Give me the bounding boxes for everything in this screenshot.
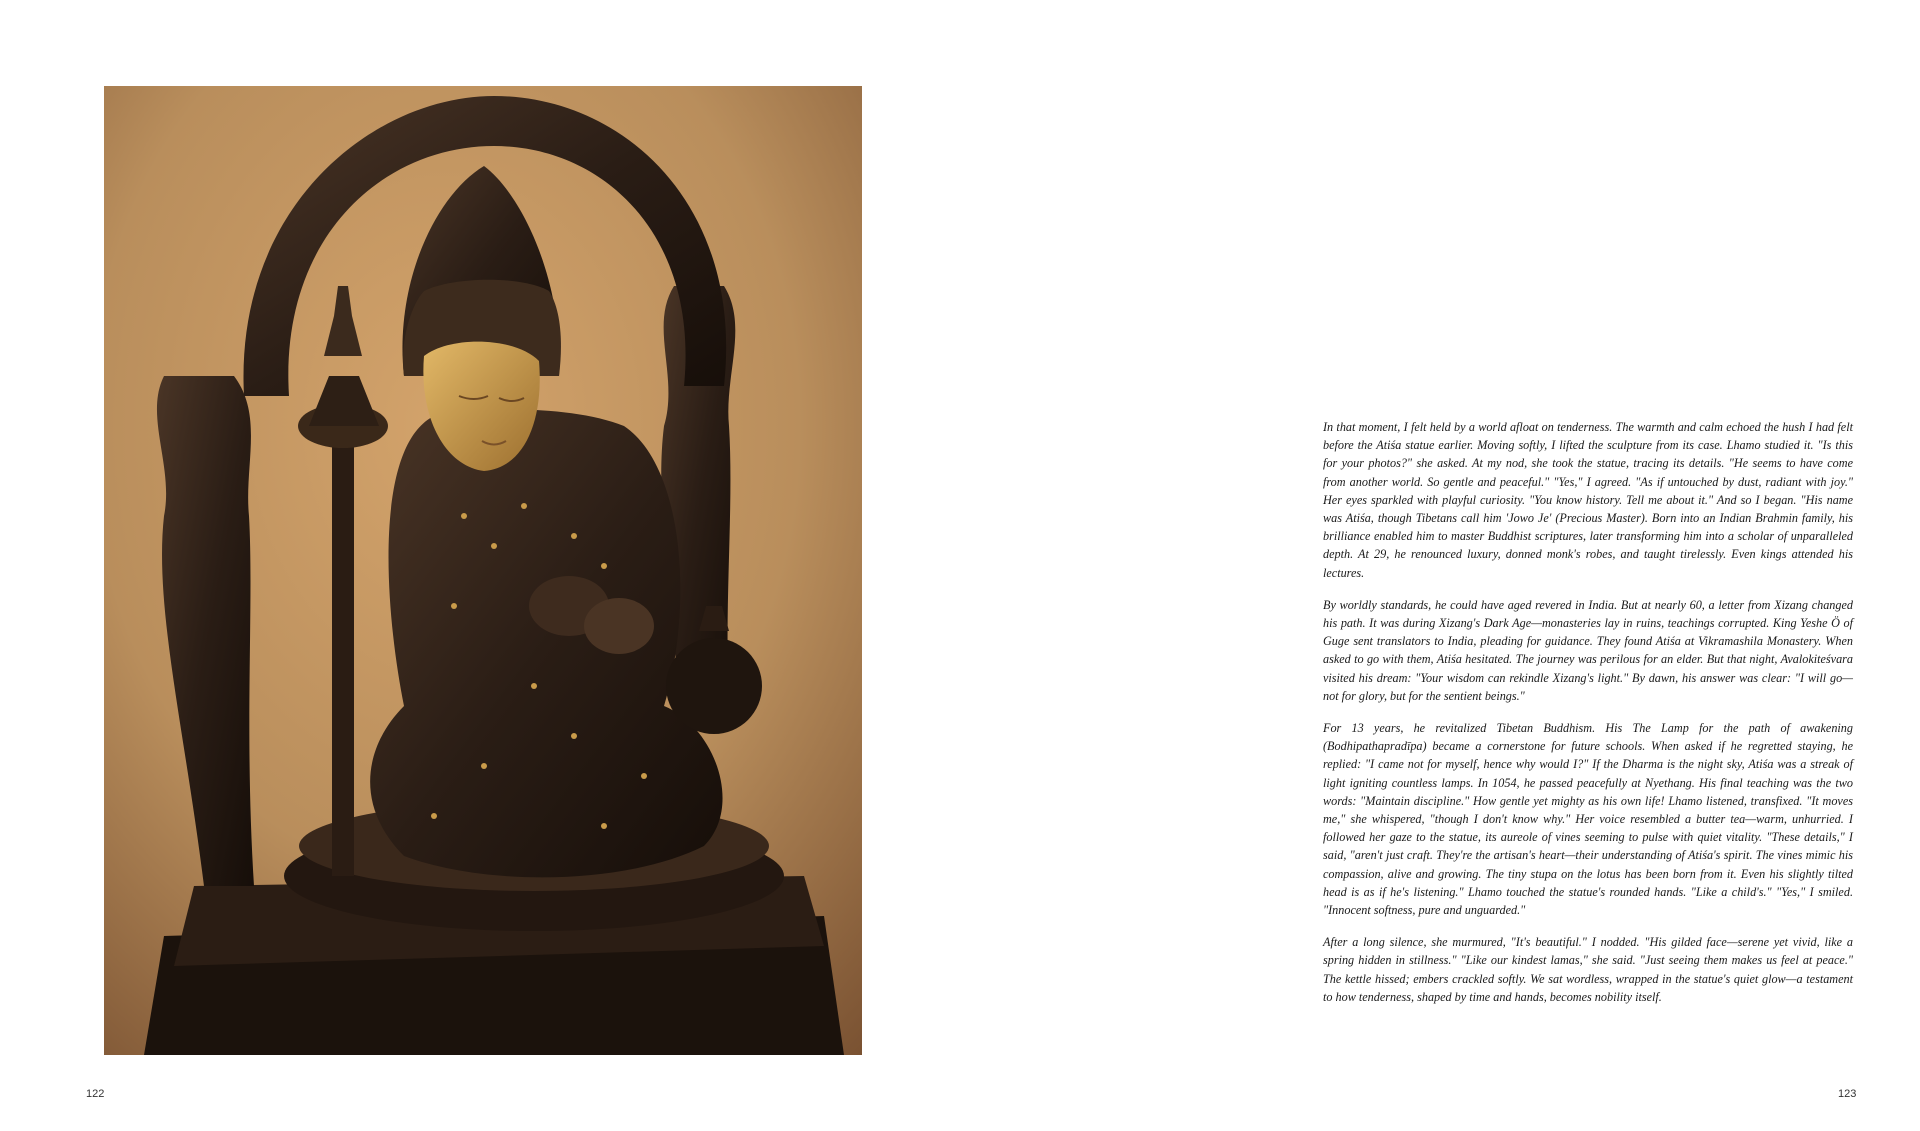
paragraph: In that moment, I felt held by a world afloat on tenderness. The warmth and calm echoed the hush I had felt before the Atiśa statue earlier. Moving softly, I lifted the sculpture from its case. Lhamo studied it. "Is this for your photos?" she asked. At my nod, she took the statue, tracing its details. "He seems to have come from another world. So gentle and peaceful." "Yes," I agreed. "As if untouched by dust, radiant with joy." Her eyes sparkled with playful curiosity. "You know history. Tell me about it." And so I began. "His name was Atiśa, though Tibetans call him 'Jowo Je' (Precious Master). Born into an Indian Brahmin family, his brilliance enabled him to master Buddhist scriptures, later transforming him into a scholar of unparalleled depth. At 29, he renounced luxury, donned monk's robes, and taught tirelessly. Even kings attended his lectures. — [1323, 420, 1853, 580]
page-number-right: 123 — [1838, 1088, 1857, 1100]
paragraph: After a long silence, she murmured, "It's beautiful." I nodded. "His gilded face—serene yet vivid, like a spring hidden in stillness." "Like our kindest lamas," she said. "Just seeing them makes us feel at peace." The kettle hissed; embers crackled softly. We sat wordless, wrapped in the statue's quiet glow—a testament to how tenderness, shaped by time and hands, becomes nobility itself. — [1323, 935, 1853, 1004]
paragraph: For 13 years, he revitalized Tibetan Buddhism. His The Lamp for the path of awakening (Bodhipathapradīpa) became a cornerstone for future schools. When asked if he regretted staying, he replied: "I came not for myself, hence why would I?" If the Dharma is the night sky, Atiśa was a streak of light igniting countless lamps. In 1054, he passed peacefully at Nyethang. His final teaching was the two words: "Maintain discipline." How gentle yet mighty as his own life! Lhamo listened, transfixed. "It moves me," she whispered, "though I don't know why." Her voice resembled a butter tea—warm, unhurried. I followed her gaze to the statue, its aureole of vines seeming to pulse with quiet vitality. "These details," I said, "aren't just craft. They're the artisan's heart—their understanding of Atiśa's spirit. The vines mimic his compassion, alive and growing. The tiny stupa on the lotus has been born from it. Even his slightly tilted head is as if he's listening." Lhamo touched the statue's rounded hands. "Like a child's." "Yes," I smiled. "Innocent softness, pure and unguarded." — [1323, 721, 1853, 918]
body-text — [1323, 418, 1853, 1020]
page-number-left: 122 — [86, 1088, 105, 1100]
paragraph: By worldly standards, he could have aged revered in India. But at nearly 60, a letter from Xizang changed his path. It was during Xizang's Dark Age—monasteries lay in ruins, teachings corrupted. King Yeshe Ö of Guge sent translators to India, pleading for guidance. They found Atiśa at Vikramashila Monastery. When asked to go with them, Atiśa hesitated. The journey was perilous for an elder. But that night, Avalokiteśvara visited his dream: "Your wisdom can rekindle Xizang's light." By dawn, his answer was clear: "I will go—not for glory, but for the sentient beings." — [1323, 597, 1853, 703]
statue-photo — [104, 86, 862, 1055]
